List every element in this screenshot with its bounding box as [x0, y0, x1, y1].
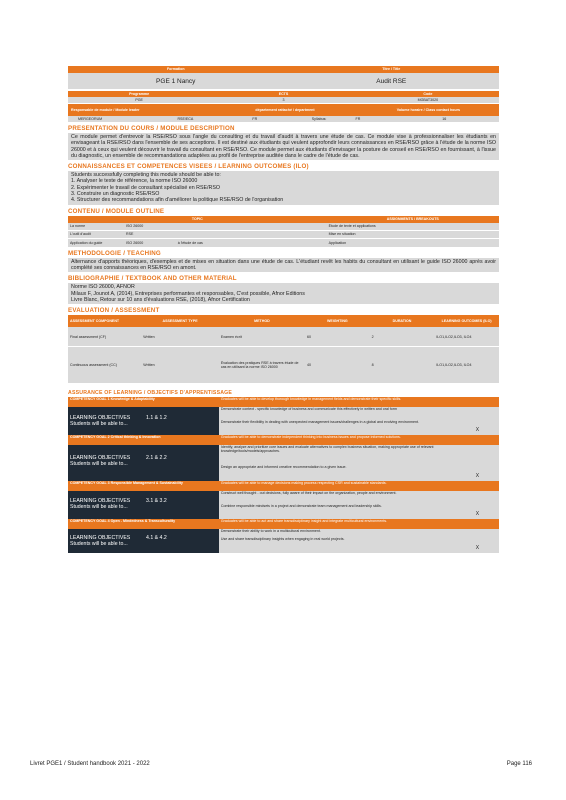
eval-col-header: WEIGHTING: [326, 319, 348, 324]
eval-cell: Continuous assessment (CC): [70, 363, 117, 368]
lo-check: X: [456, 445, 499, 481]
competence-item: 3. Construire un diagnostic RSE/RSO: [71, 191, 160, 198]
eval-cell: Written: [143, 334, 155, 339]
contenu-cell: Application: [328, 240, 347, 245]
title-label: Titre / Title: [382, 67, 401, 72]
lo-label: LEARNING OBJECTIVES: [70, 535, 131, 542]
lo-line: Construct well thought - out decisions, fully aware of their impact on the organization, people and environment.: [220, 491, 397, 496]
eval-cell: 40: [307, 363, 312, 368]
syllabus-value: FR: [355, 116, 361, 121]
lo-line: Demonstrate context - specific knowledge of business and communicate this effectively in written and oral form: [220, 407, 397, 412]
contenu-cell: Étude de texte et applications: [328, 224, 376, 229]
lo-lines: [219, 491, 456, 519]
ects-label: ECTS: [278, 91, 289, 96]
goal-description: Graduates will be able to act and share transdisciplinary insight and integrate multicultural environments.: [219, 519, 499, 529]
competences-heading: CONNAISSANCES ET COMPETENCES VISEES / LEARNING OUTCOMES (ILO): [68, 163, 309, 171]
lo-numbers: 1.1 & 1.2: [146, 415, 167, 422]
lo-check: X: [456, 407, 499, 435]
info-values-bar: [68, 97, 499, 103]
eval-col-header: ASSESSMENT COMPONENT: [70, 319, 120, 324]
lo-numbers: 3.1 & 3.2: [146, 498, 167, 505]
dept-label: département rattaché / department: [255, 107, 315, 112]
eval-cell: Examen écrit: [220, 334, 242, 339]
syllabus-page: [68, 66, 499, 553]
eval-col-header: DURATION: [392, 319, 412, 324]
goal-header-row: [68, 519, 499, 529]
contenu-cell: La norme: [70, 224, 86, 229]
competence-item: 2. Expérimenter le travail de consultant spécialisé en RSE/RSO: [71, 184, 220, 191]
eval-col-header: METHOD: [254, 319, 270, 324]
programme-value: PGE: [135, 97, 143, 102]
learning-objectives-box: [68, 491, 219, 519]
contenu-cell: Application du guide: [70, 240, 103, 245]
assignments-col-header: ASSIGNMENTS / BREAKOUTS: [386, 217, 439, 222]
competences-box: [68, 171, 499, 204]
code-value: MGBAT3020: [417, 97, 439, 102]
lo-label: LEARNING OBJECTIVES: [70, 455, 131, 462]
biblio-heading: BIBLIOGRAPHIE / TEXTBOOK AND OTHER MATERIAL: [68, 275, 237, 283]
resp-values-bar: [68, 116, 499, 122]
goal-title: COMPETENCY GOAL 2 Critical thinking & Innovation: [68, 435, 219, 445]
evaluation-row: [68, 347, 499, 383]
formation-value: PGE 1 Nancy: [156, 77, 196, 85]
eval-cell: Évaluation des pratiques RSE à travers étude de cas en utilisant la norme ISO 26000: [220, 360, 299, 370]
contenu-cell: RSE: [126, 232, 134, 237]
lo-subtitle: Students will be able to...: [70, 541, 128, 548]
resp-labels-bar: [68, 104, 499, 116]
methodologie-text: Alternance d'apports théoriques, d'exemples et de mises en situation dans une étude de cas. L'étudiant revêt les habits du consultant en utilisant le guide ISO 26000 après avoir complété ses connaissances en RSE/RSO en amont.: [68, 258, 499, 273]
contenu-cell: Mise en situation: [328, 232, 356, 237]
lang-value: FR: [252, 116, 258, 121]
eval-col-header: ASSESSMENT TYPE: [162, 319, 198, 324]
goal-header-row: [68, 397, 499, 407]
programme-label: Programme: [129, 91, 150, 96]
contenu-row: [68, 231, 499, 239]
presentation-text: Ce module permet d'entrevoir la RSE/RSO sous l'angle du consulting et du travail d'audit à travers une étude de cas. Ce module vise à professionnaliser les étudiants en envisageant la RSE/RSO dans l'ensemble de ses acceptions. Il est destiné aux étudiants qui veulent approfondir leurs connaissances en RSE/RSO grâce à l'étude de la norme ISO 26000 et à ceux qui veulent découvrir le travail du consultant en RSE/RSO. Ce module permet aux étudiants d'envisager la posture de conseil en RSE/RSO en fournissant, à l'issue du diagnostic, un ensemble de recommandations adaptées au profil de l'entreprise auditée dans le cadre de l'étude de cas.: [68, 133, 499, 160]
eval-cell: Written: [143, 363, 155, 368]
evaluation-row: [68, 327, 499, 347]
biblio-item: Milaux F, Jounot A, (2014), Entreprises performantes et responsables, C'est possible, Afnor Editions: [71, 290, 305, 297]
learning-objectives-box: [68, 529, 219, 553]
contenu-cell: à l'étude de cas: [177, 240, 203, 245]
goal-title: COMPETENCY GOAL 3 Responsible Management & Sustainability: [68, 481, 219, 491]
lo-label: LEARNING OBJECTIVES: [70, 415, 131, 422]
lo-line: Identify, analyze and prioritize core issues and evaluate alternatives to complex business situation, making appropriate use of relevant knowledge/tools/models/approaches.: [220, 445, 434, 454]
ects-value: 3: [282, 97, 285, 102]
evaluation-heading: EVALUATION / ASSESSMENT: [68, 307, 160, 315]
eval-col-header: LEARNING OUTCOMES (ILO): [441, 319, 492, 324]
eval-cell: 60: [307, 334, 312, 339]
lo-lines: [219, 407, 456, 435]
contenu-header-row: [68, 216, 499, 223]
resp-label: Responsable de module / Module leader: [71, 107, 140, 112]
biblio-item: Livre Blanc, Retour sur 10 ans d'évaluations RSE, (2018), Afnor Certification: [71, 296, 250, 303]
code-label: Code: [423, 91, 433, 96]
lo-subtitle: Students will be able to...: [70, 504, 128, 511]
lo-lines: [219, 445, 456, 481]
lo-line: Combine responsible mindsets in a project and demonstrate team management and leadership skills.: [220, 504, 382, 509]
lo-line: Demonstrate their flexibility in dealing with unexpected management issues/challenges in a global and evolving environment.: [220, 420, 420, 425]
eval-cell: ILO1,ILO2,ILO3, ILO4: [436, 334, 472, 339]
lo-line: Use and share transdisciplinary insights when engaging in real world projects.: [220, 537, 345, 542]
learning-objectives-box: [68, 445, 219, 481]
methodologie-heading: METHODOLOGIE / TEACHING: [68, 249, 161, 257]
lo-line: Demonstrate their ability to work in a multicultural environment.: [220, 529, 321, 534]
lo-subtitle: Students will be able to...: [70, 461, 128, 468]
lo-subtitle: Students will be able to...: [70, 421, 128, 428]
resp-value: MERGEORUM: [78, 116, 103, 121]
lo-check: X: [456, 491, 499, 519]
lo-numbers: 4.1 & 4.2: [146, 535, 167, 542]
eval-cell: 8: [371, 363, 374, 368]
dept-value: RSE/ECA: [177, 116, 194, 121]
goal-body-row: [68, 407, 499, 435]
evaluation-header-row: [68, 315, 499, 327]
hours-value: 16: [442, 116, 447, 121]
header-values-bar: [68, 73, 499, 89]
contenu-row: [68, 223, 499, 231]
competence-item: 1. Analyser le texte de référence, la norme ISO 26000: [71, 178, 198, 185]
lo-numbers: 2.1 & 2.2: [146, 455, 167, 462]
biblio-item: Norme ISO 26000, AFNOR: [71, 284, 135, 291]
goal-header-row: [68, 435, 499, 445]
lo-label: LEARNING OBJECTIVES: [70, 498, 131, 505]
volume-label: Volume horaire / Class contact hours: [396, 107, 460, 112]
footer-page-number: Page 116: [506, 761, 532, 767]
contenu-cell: L'outil d'audit: [70, 232, 91, 237]
goal-body-row: [68, 445, 499, 481]
competences-intro: Students successfully completing this module should be able to:: [71, 172, 221, 179]
presentation-heading: PRESENTATION DU COURS / MODULE DESCRIPTION: [68, 125, 235, 132]
goal-description: Graduates will be able to demonstrate independent thinking into business issues and propose informed solutions.: [219, 435, 499, 445]
goal-title: COMPETENCY GOAL 4 Open - Mindedness & Transculturality: [68, 519, 219, 529]
contenu-row: [68, 239, 499, 247]
footer-left: Livret PGE1 / Student handbook 2021 - 2022: [30, 761, 150, 767]
eval-cell: ILO1,ILO2,ILO3, ILO4: [436, 363, 472, 368]
lo-line: Design an appropriate and informed creative recommendation to a given issue.: [220, 465, 347, 470]
contenu-cell: ISO 26000: [126, 240, 144, 245]
biblio-box: [68, 283, 499, 304]
eval-cell: Final assessment (CF): [70, 334, 107, 339]
formation-label: Formation: [166, 67, 185, 72]
goal-header-row: [68, 481, 499, 491]
syllabus-label: Syllabus:: [311, 116, 327, 121]
header-labels-bar: [68, 66, 499, 73]
title-value: Audit RSE: [376, 77, 407, 85]
goal-description: Graduates will be able to develop thorough knowledge in management fields and demonstrate their specific skills.: [219, 397, 499, 407]
lo-check: X: [456, 529, 499, 553]
contenu-cell: ISO 26000: [126, 224, 144, 229]
learning-objectives-box: [68, 407, 219, 435]
goal-title: COMPETENCY GOAL 1 Knowledge & Adaptability: [68, 397, 219, 407]
goal-description: Graduates will be able to manage decisions making process respecting CSR and sustainable standards.: [219, 481, 499, 491]
goal-body-row: [68, 529, 499, 553]
contenu-heading: CONTENU / MODULE OUTLINE: [68, 207, 165, 215]
eval-cell: 2: [371, 334, 374, 339]
topic-col-header: TOPIC: [191, 217, 203, 222]
goal-body-row: [68, 491, 499, 519]
lo-lines: [219, 529, 456, 553]
assurance-heading: ASSURANCE OF LEARNING / OBJECTIFS D'APPRENTISSAGE: [68, 390, 233, 397]
competence-item: 4. Structurer des recommandations afin d'améliorer la politique RSE/RSO de l'organisation: [71, 197, 284, 204]
